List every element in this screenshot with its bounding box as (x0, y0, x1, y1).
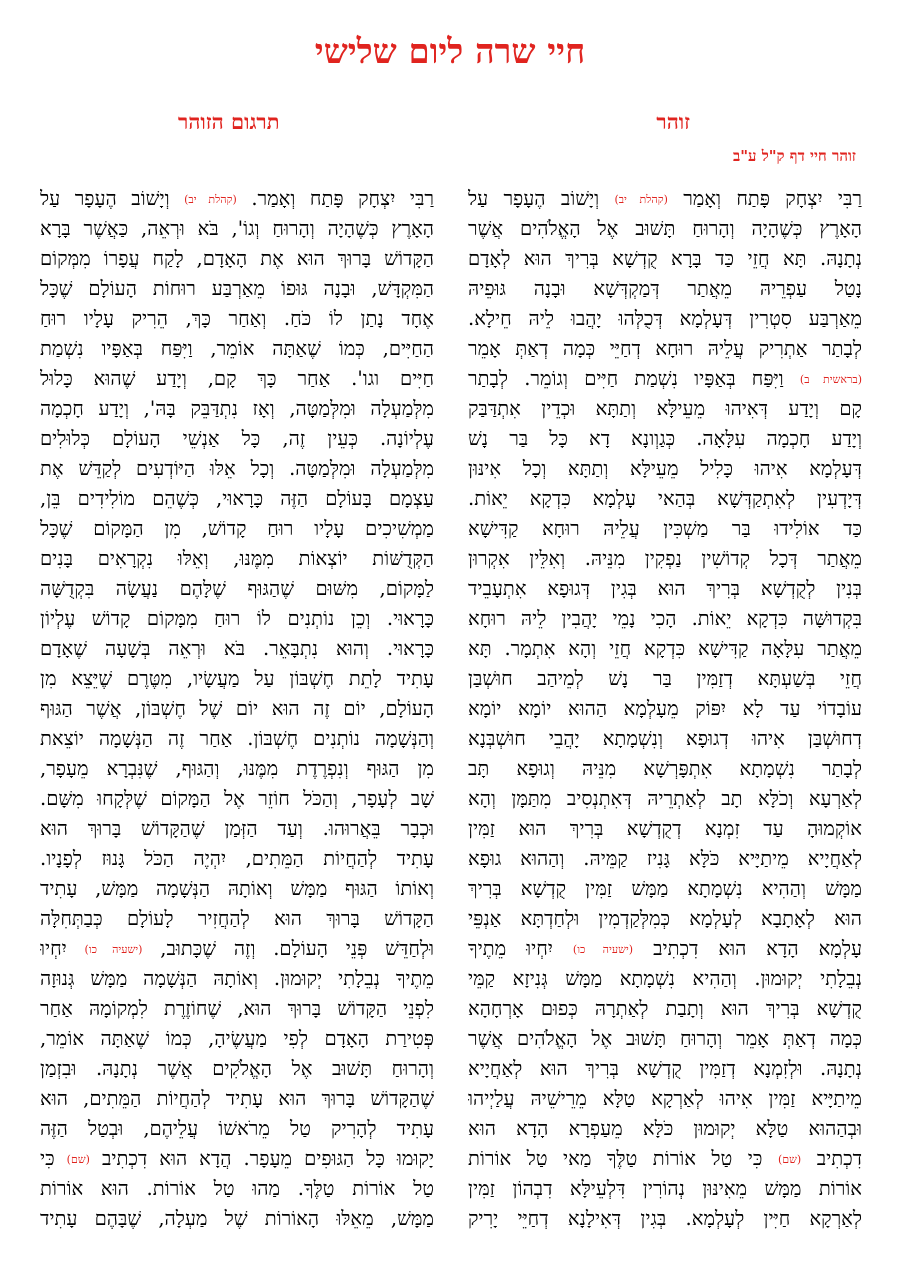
line-text: וְהָרוּחַ תָּשׁוּב אֶל הָאֱלֹקִים אֲשֶׁר נְתָנָהּ. וּבִזְמַן (40, 1057, 434, 1080)
line-text: לִפְנֵי הַקָּדוֹשׁ בָּרוּךְ הוּא, שֶׁחוֹזֶרֶת לִמְקוֹמָהּ אַחַר (40, 997, 434, 1020)
line-text: כַּד אוֹלִידוּ בַּר מַשְׁכִּין עֲלֵיהּ רוּחָא קַדִּישָׁא (468, 517, 862, 540)
line-text: אֶחָד נָתַן לוֹ כֹּחַ. וְאַחַר כָּךְ, הֵרִיק עָלָיו רוּחַ (40, 307, 434, 330)
text-line (468, 604, 862, 634)
line-text: מֵאֲתַר עִלָּאָה קַדִּישָׁא כִּדְקָא חֲזֵי וְהָא אִתְמָר. תָּא (468, 637, 862, 660)
translation-column-heading: תרגום הזוהר (178, 109, 280, 134)
text-line (468, 1024, 862, 1054)
line-text: שֶׁהַקָּדוֹשׁ בָּרוּךְ הוּא עָתִיד לְהַחֲיוֹת הַמֵּתִים, הוּא (40, 1087, 434, 1110)
text-line (40, 364, 434, 394)
text-line (40, 1024, 434, 1054)
line-text: וּכְבָר בֵּאֲרוּהוּ. וְעַד הַזְּמַן שֶׁהַקָּדוֹשׁ בָּרוּךְ הוּא (40, 817, 434, 840)
line-text: פְּטִירַת הָאָדָם לְפִי מַעֲשֶׂיהָ, כְּמוֹ שֶׁאַתָּה אוֹמֵר, (40, 1027, 434, 1050)
text-line (468, 904, 862, 934)
line-text-continued: כִּי (40, 1147, 55, 1170)
text-line (40, 634, 434, 664)
line-text: בְּנִין לְקֻדְשָׁא בְּרִיךְ הוּא בְּגִין דְּגוּפָא אִתְעָבֵיד (468, 577, 862, 600)
line-text: הַקְּדֻשּׁוֹת יוֹצְאוֹת מִמֶּנּוּ, וְאֵלּוּ נִקְרָאִים בָּנִים (40, 547, 434, 570)
line-text: חַיִּים וגו'. אַחַר כָּךְ קָם, וְיָדַע שֶׁהוּא כָּלוּל (40, 367, 434, 390)
line-text: בִּקְדוּשָּׁה כִּדְקָא יֵאוֹת. הָכִי נָמֵי יָהֲבִין לֵיהּ רוּחָא (468, 607, 862, 630)
zohar-column (468, 184, 862, 1254)
text-line (40, 304, 434, 334)
text-line (468, 334, 862, 364)
text-line (468, 874, 862, 904)
line-text: טַל אוֹרוֹת טַלֶּךָ. מַהוּ טַל אוֹרוֹת. הוּא אוֹרוֹת (40, 1177, 434, 1200)
text-line (40, 1204, 434, 1234)
text-line (40, 514, 434, 544)
text-line (40, 184, 434, 214)
line-text: רַבִּי יִצְחָק פָּתַח וְאָמַר (683, 187, 862, 210)
text-line (468, 514, 862, 544)
line-text: יָקוּמוּ כָּל הַגּוּפִים מֵעָפָר. הֲדָא הוּא דִכְתִיב (101, 1147, 434, 1170)
text-line (468, 454, 862, 484)
text-line (468, 664, 862, 694)
line-text: לְאַרְעָא וְכֹלָּא תָב לְאַתְרֵיהּ דְּאִתְנְסִיב מִתַּמָּן וְהָא (468, 787, 862, 810)
text-line (40, 664, 434, 694)
text-line (40, 964, 434, 994)
line-text: מַמָּשׁ וְהַהִיא נִשְׁמָתָא מַמָּשׁ זַמִּין קֻדְשָׁא בְּרִיךְ (468, 877, 862, 900)
line-text: כָּרָאוּי. וְכֵן נוֹתְנִים לוֹ רוּחַ מִמָּקוֹם קָדוֹשׁ עֶלְיוֹן (40, 607, 434, 630)
text-line (468, 214, 862, 244)
line-text: הָעוֹלָם, יוֹם זֶה הוּא יוֹם שֶׁל חֶשְׁבּוֹן, אֲשֶׁר הַגּוּף (40, 697, 434, 720)
text-line (40, 1144, 434, 1174)
line-text: נְבֵלָתִי יְקוּמוּן. וְהַהִיא נִשְׁמָתָא מַמָּשׁ גְּנִיזָא קַמֵּי (468, 967, 862, 990)
page-title: חיי שרה ליום שלישי (314, 32, 586, 72)
line-text: קֻדְשָׁא בְּרִיךְ הוּא וְתָבַת לְאַתְרָהּ כְּפוּם אָרְחָהָא (468, 997, 862, 1020)
source-citation: (ישעיה כו) (572, 943, 634, 956)
source-citation: (שם) (777, 1153, 802, 1166)
line-text: לַמָּקוֹם, מִשּׁוּם שֶׁהַגּוּף שֶׁלָּהֶם נַעֲשָׂה בִּקְדֻשָּׁה (40, 577, 434, 600)
line-text: נְתָנָהּ. וּלְזִמְנָא דְזַמִּין קֻדְשָׁא בְּרִיךְ הוּא לְאַחֲיָיא (468, 1057, 862, 1080)
line-text: אוֹקְמוּהָ עַד זִמְנָא דְקֻדְשָׁא בְּרִיךְ הוּא זַמִּין (468, 817, 862, 840)
line-text: נְתָנָהּ. תָּא חֲזֵי כַּד בָּרָא קֻדְשָׁא בְּרִיךְ הוּא לְאָדָם (468, 247, 862, 270)
line-text: מִלְּמַעְלָה וּמִלְּמַטָּה. וְכָל אֵלּוּ הַיּוֹדְעִים לְקַדֵּשׁ אֶת (40, 457, 434, 480)
source-citation: (בראשית ב) (799, 373, 862, 386)
line-text: מַמְשִׁיכִים עָלָיו רוּחַ קָדוֹשׁ, מִן הַמָּקוֹם שֶׁכָּל (40, 517, 434, 540)
line-text: עֶלְיוֹנָה. כְּעֵין זֶה, כָּל אַנְשֵׁי הָעוֹלָם כְּלוּלִים (40, 427, 434, 450)
text-line (40, 424, 434, 454)
line-text: מֵאֲתַר דְּכָל קְדוֹשִׁין נַפְקִין מִנֵּיהּ. וְאִלֵּין אִקְרוּן (468, 547, 862, 570)
text-line (468, 754, 862, 784)
line-text-continued: וְיָשׁוֹב הֶעָפָר עַל (468, 187, 600, 210)
text-line (468, 1144, 862, 1174)
line-text: הַמִּקְדָּשׁ, וּבָנָה גּוּפוֹ מֵאַרְבַּע רוּחוֹת הָעוֹלָם שֶׁכָּל (40, 277, 434, 300)
text-line (40, 394, 434, 424)
line-text: וְהַנְּשָׁמָה נוֹתְנִים חֶשְׁבּוֹן. אַחַר זֶה הַנְּשָׁמָה יוֹצֵאת (40, 727, 434, 750)
line-text: מֵתֶיךָ נְבֵלָתִי יְקוּמוּן. וְאוֹתָהּ הַנְּשָׁמָה מַמָּשׁ גְּנוּזָה (40, 967, 434, 990)
text-line (40, 754, 434, 784)
text-line (40, 724, 434, 754)
line-text: דִכְתִיב (816, 1147, 862, 1170)
text-line (468, 724, 862, 754)
text-line (40, 544, 434, 574)
text-line (40, 484, 434, 514)
text-line (468, 844, 862, 874)
line-text-continued: כִּי טַל אוֹרוֹת טַלֶּךָ מַאי טַל אוֹרוֹת (468, 1147, 763, 1170)
zohar-column-heading: זוהר (656, 109, 690, 134)
line-text: הַקָּדוֹשׁ בָּרוּךְ הוּא לְהַחֲזִיר לָעוֹלָם כְּבַתְּחִלָּה (40, 907, 434, 930)
page-reference: זוהר חיי דף ק"ל ע"ב (732, 147, 856, 165)
line-text: מִן הַגּוּף וְנִפְרֶדֶת מִמֶּנּוּ, וְהַגּוּף, שֶׁנִּבְרָא מֵעָפָר, (40, 757, 434, 780)
line-text: הָאָרֶץ כְּשֶׁהָיָה וְהָרוּחַ תָּשׁוּב אֶל הָאֱלֹהִים אֲשֶׁר (468, 217, 862, 240)
source-citation: (קהלת יב) (184, 193, 237, 206)
line-text: וּבְהַהוּא טַלָּא יְקוּמוּן כֹּלָּא מֵעַפְרָא הָדָא הוּא (468, 1117, 862, 1140)
text-line (468, 1204, 862, 1234)
line-text: עָלְמָא הָדָא הוּא דִכְתִיב (653, 937, 862, 960)
text-line (468, 424, 862, 454)
line-text: הָאָרֶץ כְּשֶׁהָיָה וְהָרוּחַ וְגוֹ', בֹּא וּרְאֵה, כַּאֲשֶׁר בָּרָא (40, 217, 434, 240)
line-text: מֵאַרְבַּע סִטְרִין דְּעָלְמָא דְּכֻלְּהוּ יָהֲבוּ לֵיהּ חֵילָא. (468, 307, 862, 330)
line-text: נָטַל עַפְרֵיהּ מֵאֲתַר דְּמַקְדְּשָׁא וּבָנָה גּוּפֵיהּ (468, 277, 862, 300)
text-line (468, 184, 862, 214)
text-line (468, 814, 862, 844)
text-line (468, 274, 862, 304)
text-line (40, 814, 434, 844)
text-line (40, 874, 434, 904)
text-line (40, 844, 434, 874)
text-line (468, 934, 862, 964)
source-citation: (ישעיה כו) (84, 943, 143, 956)
line-text: כְּמָה דְאַתְּ אָמֵר וְהָרוּחַ תָּשׁוּב אֶל הָאֱלֹהִים אֲשֶׁר (468, 1027, 862, 1050)
text-line (468, 244, 862, 274)
line-text: מַמָּשׁ, מֵאֵלּוּ הָאוֹרוֹת שֶׁל מַעְלָה, שֶׁבָּהֶם עָתִיד (40, 1207, 434, 1230)
line-text: דְחוּשְׁבַּן אִיהוּ דְגוּפָא וְנִשְׁמָתָא יָהֲבֵי חוּשְׁבְּנָא (468, 727, 862, 750)
line-text: עוֹבָדוֹי עַד לָא יִפּוֹק מֵעָלְמָא הַהוּא יוֹמָא יוֹמָא (468, 697, 862, 720)
line-text: לְבָתַר אַתְרִיק עֲלֵיהּ רוּחָא דְחַיֵּי כְּמָה דְאַתְּ אָמֵר (468, 337, 862, 360)
translation-column (40, 184, 434, 1254)
text-line (40, 244, 434, 274)
text-line (40, 334, 434, 364)
text-line (40, 784, 434, 814)
text-line (468, 304, 862, 334)
text-line (468, 1084, 862, 1114)
text-line (468, 544, 862, 574)
line-text-continued: יִחְיוּ (40, 937, 67, 960)
text-line (468, 634, 862, 664)
line-text: עָתִיד לְהָרִיק טַל מֵרֹאשׁוֹ עֲלֵיהֶם, וּבְטַל הַזֶּה (40, 1117, 434, 1140)
text-line (40, 1114, 434, 1144)
text-line (468, 784, 862, 814)
text-line (40, 604, 434, 634)
line-text: וְיָדַע חָכְמָה עִלָּאָה. כְּגַוְונָא דָא כָּל בַּר נָשׁ (468, 427, 862, 450)
text-line (468, 964, 862, 994)
text-line (40, 904, 434, 934)
line-text: לְאַרְקָא חַיִּין לְעָלְמָא. בְּגִין דְּאִילָנָא דְחַיֵּי יָרִיק (468, 1207, 862, 1230)
line-text: הַחַיִּים, כְּמוֹ שֶׁאַתָּה אוֹמֵר, וַיִּפַּח בְּאַפָּיו נִשְׁמַת (40, 337, 434, 360)
line-text-continued: וַיִּפַּח בְּאַפָּיו נִשְׁמַת חַיִּים וְגוֹמֵר. לְבָתַר (468, 367, 784, 390)
text-line (468, 1054, 862, 1084)
line-text: וּלְחַדֵּשׁ פְּנֵי הָעוֹלָם. וְזֶה שֶׁכָּתוּב, (160, 937, 434, 960)
text-line (468, 994, 862, 1024)
line-text: וְאוֹתוֹ הַגּוּף מַמָּשׁ וְאוֹתָהּ הַנְּשָׁמָה מַמָּשׁ, עָתִיד (40, 877, 434, 900)
line-text: עָתִיד לָתֵת חֶשְׁבּוֹן עַל מַעֲשָׂיו, מִטֶּרֶם שֶׁיֵּצֵא מִן (40, 667, 434, 690)
line-text: הוּא לְאָתָבָא לְעָלְמָא כְּמִלְּקַדְמִין וּלְחַדְתָּא אַנְפֵּי (468, 907, 862, 930)
text-line (40, 454, 434, 484)
line-text: חֲזֵי בְּשַׁעְתָּא דְזַמִּין בַּר נָשׁ לְמֵיהַב חוּשְׁבַּן (468, 667, 862, 690)
text-line (468, 1114, 862, 1144)
line-text: מֵיתַיָּיא זַמִּין אִיהוּ לְאַרְקָא טַלָּא מֵרֵישֵׁיהּ עֲלַיְיהוּ (468, 1087, 862, 1110)
line-text-continued: יִחְיוּ מֵתֶיךָ (468, 937, 553, 960)
text-line (468, 574, 862, 604)
line-text: דְּעָלְמָא אִיהוּ כָּלִיל מֵעֵילָּא וְתַתָּא וְכָל אִינּוּן (468, 457, 862, 480)
text-line (40, 1054, 434, 1084)
line-text: כָּרָאוּי. וְהוּא נִתְבָּאֵר. בֹּא וּרְאֵה בְּשָׁעָה שֶׁאָדָם (40, 637, 434, 660)
text-line (40, 1174, 434, 1204)
text-line (468, 484, 862, 514)
text-line (468, 364, 862, 394)
line-text-continued: וְיָשׁוֹב הֶעָפָר עַל (40, 187, 170, 210)
text-line (468, 694, 862, 724)
line-text: הַקָּדוֹשׁ בָּרוּךְ הוּא אֶת הָאָדָם, לָקַח עֲפָרוֹ מִמְּקוֹם (40, 247, 434, 270)
line-text: רַבִּי יִצְחָק פָּתַח וְאָמַר. (251, 187, 434, 210)
source-citation: (שם) (66, 1153, 90, 1166)
text-line (468, 1174, 862, 1204)
line-text: לְבָתַר נִשְׁמָתָא אִתְפָּרְשָׁא מִנֵּיהּ וְגוּפָא תָּב (468, 757, 862, 780)
source-citation: (קהלת יב) (614, 193, 668, 206)
text-line (40, 994, 434, 1024)
text-line (40, 214, 434, 244)
line-text: אוֹרוֹת מַמָּשׁ מֵאִינּוּן נְהוֹרִין דִּלְעֵילָּא דִבְהוֹן זַמִּין (468, 1177, 862, 1200)
text-line (40, 1084, 434, 1114)
line-text: עַצְמָם בָּעוֹלָם הַזֶּה כָּרָאוּי, כְּשֶׁהֵם מוֹלִידִים בֵּן, (40, 487, 434, 510)
line-text: עָתִיד לְהַחֲיוֹת הַמֵּתִים, יִהְיֶה הַכֹּל גָּנוּז לְפָנָיו. (40, 847, 434, 870)
text-line (40, 694, 434, 724)
text-line (40, 574, 434, 604)
text-line (40, 274, 434, 304)
line-text: קָם וְיָדַע דְּאִיהוּ מֵעֵילָּא וְתַתָּא וּכְדֵין אִתְדַּבַּק (468, 397, 862, 420)
line-text: שָׁב לְעָפָר, וְהַכֹּל חוֹזֵר אֶל הַמָּקוֹם שֶׁלְּקָחוּ מִשָּׁם. (40, 787, 434, 810)
text-line (40, 934, 434, 964)
line-text: מִלְּמַעְלָה וּמִלְּמַטָּה, וְאָז נִתְדַּבֵּק בָּהּ', וְיָדַע חָכְמָה (40, 397, 434, 420)
line-text: דְּיָדְעִין לְאִתְקַדְּשָׁא בְּהַאי עָלְמָא כִּדְקָא יֵאוֹת. (468, 487, 862, 510)
line-text: לְאַחֲיָיא מֵיתַיָּיא כֹּלָּא גָּנִיז קַמֵּיהּ. וְהַהוּא גוּפָא (468, 847, 862, 870)
text-line (468, 394, 862, 424)
